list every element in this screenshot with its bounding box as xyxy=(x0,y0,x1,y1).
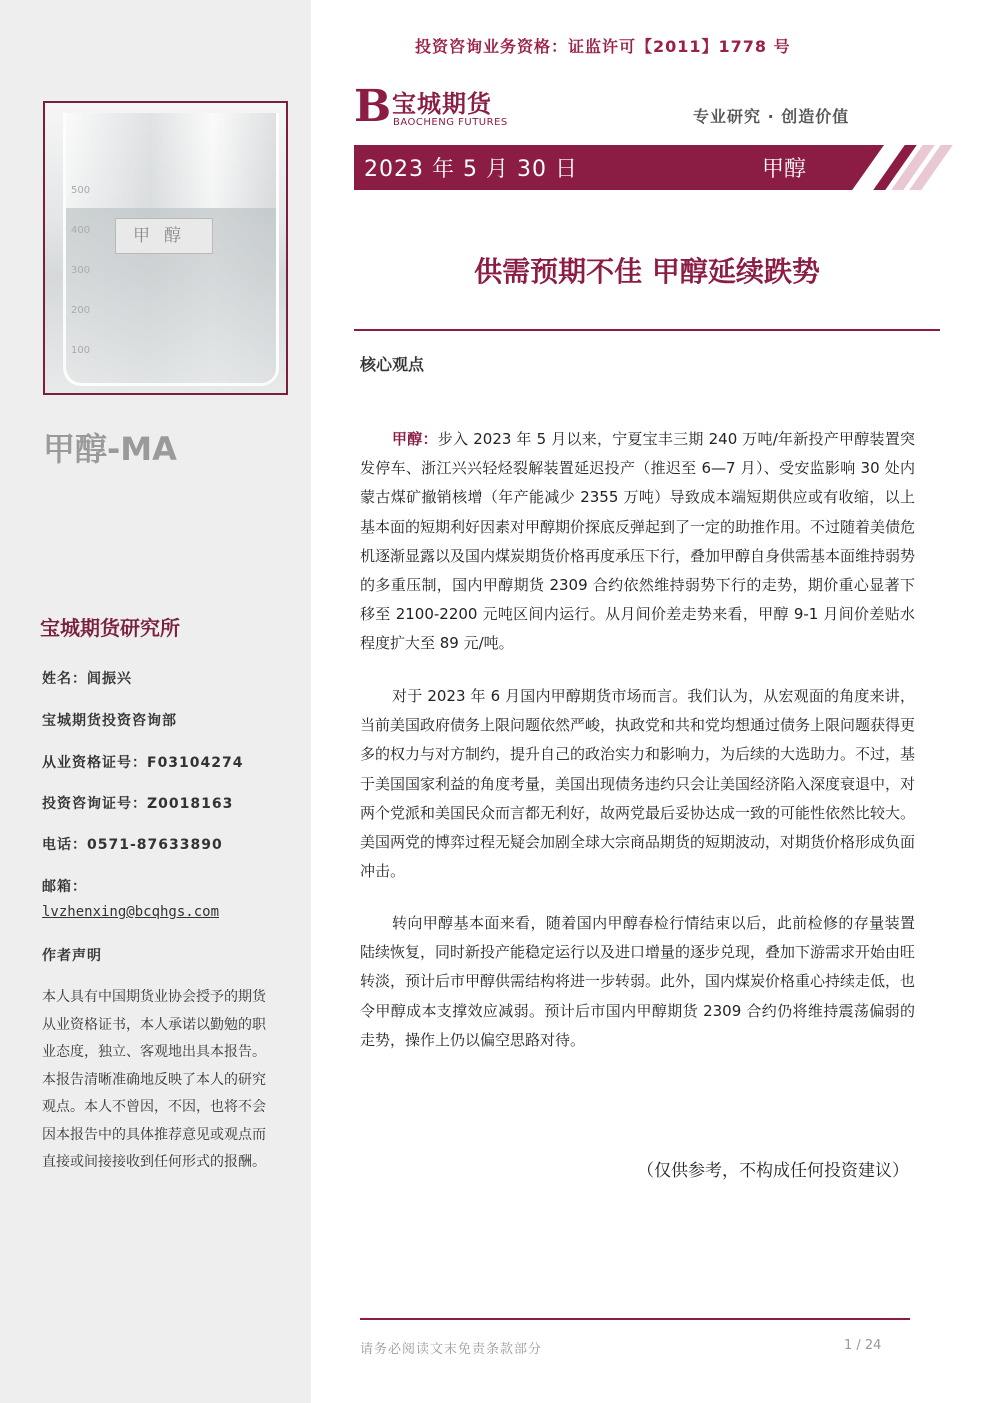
logo-english-name: BAOCHENG FUTURES xyxy=(393,117,508,128)
paragraph-3: 转向甲醇基本面来看，随着国内甲醇春检行情结束以后，此前检修的存量装置陆续恢复，同时新投产能稳定运行以及进口增量的逐步兑现，叠加下游需求开始由旺转淡，预计后市甲醇供需结构将进一步转弱。此外，国内煤炭价格重心持续走低，也令甲醇成本支撑效应减弱。预计后市国内甲醇期货 2309 合约仍将维持震荡偏弱的走势，操作上仍以偏空思路对待。 xyxy=(360,914,916,1049)
beaker-scale-mark: 500 xyxy=(71,185,91,196)
phone-number: 电话：0571-87633890 xyxy=(42,837,223,853)
methanol-beaker-photo xyxy=(43,101,288,395)
paragraph-1 xyxy=(360,425,915,659)
product-title: 甲醇-MA xyxy=(43,430,177,468)
analyst-dept: 宝城期货投资咨询部 xyxy=(42,713,177,729)
email-label: 邮箱： xyxy=(42,879,87,895)
paragraph-1-text: 步入 2023 年 5 月以来，宁夏宝丰三期 240 万吨/年新投产甲醇装置突发停车、浙江兴兴轻烃裂解装置延迟投产（推迟至 6—7 月）、受安监影响 30 处内蒙古煤矿撤销核增（年产能减少 2355 万吨）导致成本端短期供应或有收缩，以上基本面的短期利好因素对甲醇期价探底反弹起到了一定的助推作用。不过随着美债危机逐渐显露以及国内煤炭期货价格再度承压下行，叠加甲醇自身供需基本面维持弱势的多重压制，国内甲醇期货 2309 合约依然维持弱势下行的走势，期价重心显著下移至 2100-2200 元吨区间内运行。从月间价差走势来看，甲醇 9-1 月间价差贴水程度扩大至 89 元/吨。 xyxy=(360,430,916,653)
report-date: 2023 年 5 月 30 日 xyxy=(364,157,578,182)
beaker-scale-mark: 400 xyxy=(71,225,91,236)
license-line: 投资咨询业务资格：证监许可【2011】1778 号 xyxy=(415,37,791,56)
analyst-name: 姓名：闾振兴 xyxy=(42,671,132,687)
beaker-scale-mark: 100 xyxy=(71,345,91,356)
title-divider xyxy=(354,329,940,331)
disclaimer-note: （仅供参考，不构成任何投资建议） xyxy=(637,1161,909,1181)
logo-chinese-name: 宝城期货 xyxy=(392,90,492,118)
core-heading: 核心观点 xyxy=(360,355,425,374)
footer-divider xyxy=(360,1318,910,1320)
logo-b-icon: B xyxy=(354,81,392,132)
paragraph-2: 对于 2023 年 6 月国内甲醇期货市场而言。我们认为，从宏观面的角度来讲，当前美国政府债务上限问题依然严峻，执政党和共和党均想通过债务上限问题获得更多的权力与对方制约，提升自己的政治实力和影响力，为后续的大选助力。不过，基于美国国家利益的角度考量，美国出现债务违约只会让美国经济陷入深度衰退中，对两个党派和美国民众而言都无利好，故两党最后妥协达成一致的可能性依然比较大。美国两党的博弈过程无疑会加剧全球大宗商品期货的短期波动，对期货价格形成负面冲击。 xyxy=(360,687,916,881)
page-title: 供需预期不佳 甲醇延续跌势 xyxy=(474,255,820,288)
consult-number: 投资咨询证号：Z0018163 xyxy=(42,796,234,812)
sidebar xyxy=(0,0,311,1403)
footer-disclaimer: 请务必阅读文末免责条款部分 xyxy=(360,1342,543,1357)
beaker-scale-mark: 200 xyxy=(71,305,91,316)
email-link[interactable]: lvzhenxing@bcqhgs.com xyxy=(42,904,220,920)
institute-name: 宝城期货研究所 xyxy=(40,616,180,640)
beaker-scale-mark: 300 xyxy=(71,265,91,276)
paragraph-lead: 甲醇： xyxy=(392,430,438,448)
statement-title: 作者声明 xyxy=(42,948,102,964)
date-banner xyxy=(354,145,940,190)
company-logo xyxy=(354,81,524,132)
page-number: 1 / 24 xyxy=(844,1338,882,1353)
report-subject: 甲醇 xyxy=(762,157,807,182)
author-statement: 本人具有中国期货业协会授予的期货从业资格证书，本人承诺以勤勉的职业态度，独立、客观地出具本报告。本报告清晰准确地反映了本人的研究观点。本人不曾因，不因，也将不会因本报告中的具体推荐意见或观点而直接或间接接收到任何形式的报酬。 xyxy=(42,989,266,1170)
qualification-number: 从业资格证号：F03104274 xyxy=(42,755,244,771)
slogan: 专业研究 · 创造价值 xyxy=(693,107,850,126)
beaker-label: 甲醇 xyxy=(115,218,213,254)
